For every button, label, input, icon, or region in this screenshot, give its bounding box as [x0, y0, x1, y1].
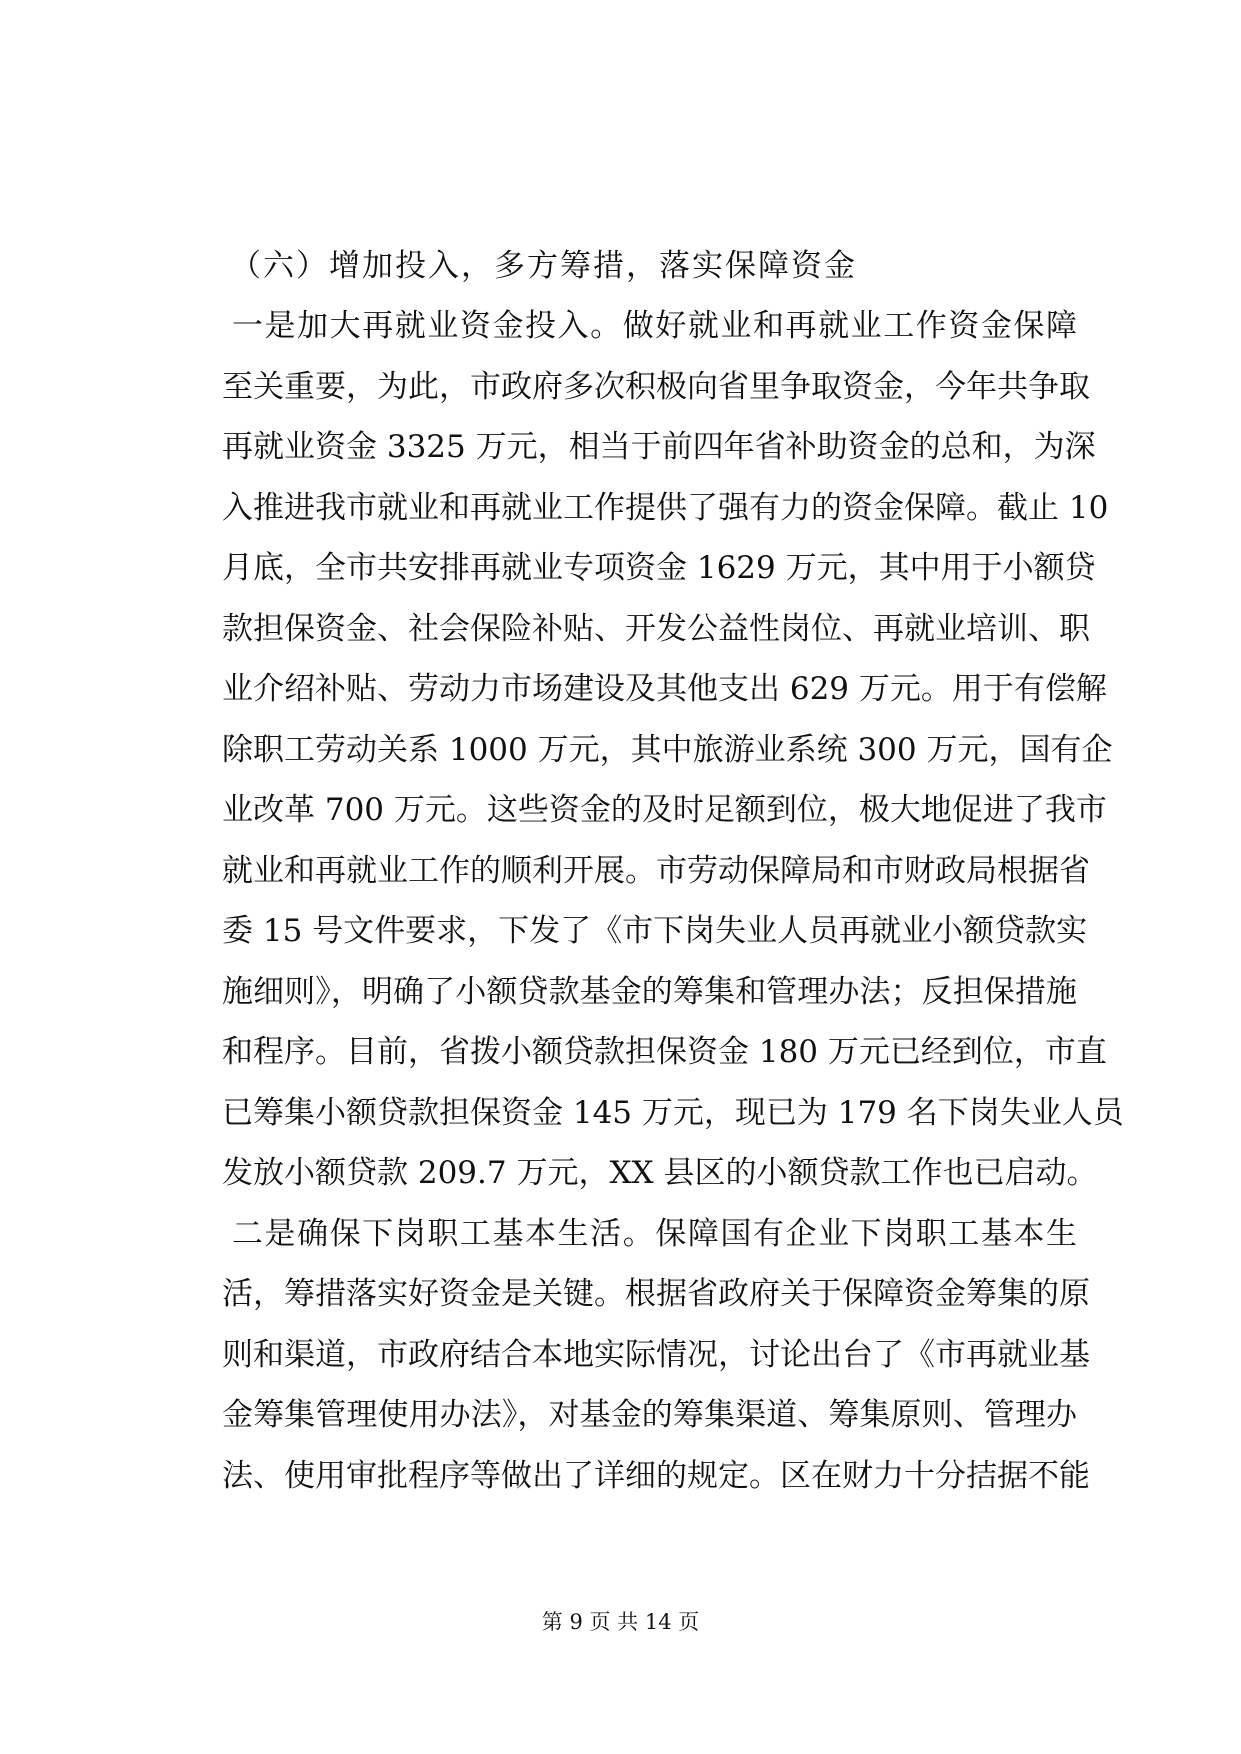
paragraph-2	[222, 1204, 1090, 1507]
page-footer: 第 9 页 共 14 页	[541, 1610, 700, 1634]
paragraph-line: 和程序。目前，省拨小额贷款担保资金 180 万元已经到位，市直	[222, 1034, 1107, 1070]
paragraph-line: 月底，全市共安排再就业专项资金 1629 万元，其中用于小额贷	[222, 550, 1096, 586]
document-body	[222, 236, 1124, 1506]
paragraph-line: 金筹集管理使用办法》，对基金的筹集渠道、筹集原则、管理办	[222, 1397, 1077, 1433]
paragraph-line: 发放小额贷款 209.7 万元，XX 县区的小额贷款工作也已启动。	[222, 1155, 1098, 1191]
paragraph-1	[222, 296, 1124, 1204]
paragraph-line: 则和渠道，市政府结合本地实际情况，讨论出台了《市再就业基	[222, 1336, 1090, 1373]
paragraph-line: 除职工劳动关系 1000 万元，其中旅游业系统 300 万元，国有企	[222, 731, 1113, 768]
paragraph-line: 委 15 号文件要求，下发了《市下岗失业人员再就业小额贷款实	[222, 913, 1088, 949]
paragraph-line: 活，筹措落实好资金是关键。根据省政府关于保障资金筹集的原	[222, 1276, 1090, 1312]
paragraph-line: 已筹集小额贷款担保资金 145 万元，现已为 179 名下岗失业人员	[222, 1094, 1124, 1131]
paragraph-line: 法、使用审批程序等做出了详细的规定。区在财力十分拮据不能	[222, 1457, 1090, 1494]
section-heading: （六）增加投入，多方筹措，落实保障资金	[230, 248, 857, 284]
paragraph-line: 至关重要，为此，市政府多次积极向省里争取资金，今年共争取	[222, 368, 1090, 405]
paragraph-line: 业介绍补贴、劳动力市场建设及其他支出 629 万元。用于有偿解	[222, 671, 1107, 707]
paragraph-line: 入推进我市就业和再就业工作提供了强有力的资金保障。截止 10	[222, 489, 1109, 526]
paragraph-line: 施细则》，明确了小额贷款基金的筹集和管理办法；反担保措施	[222, 973, 1077, 1010]
paragraph-line: 一是加大再就业资金投入。做好就业和再就业工作资金保障	[232, 308, 1077, 344]
paragraph-line: 二是确保下岗职工基本生活。保障国有企业下岗职工基本生	[232, 1215, 1077, 1252]
paragraph-line: 款担保资金、社会保险补贴、开发公益性岗位、再就业培训、职	[222, 610, 1090, 647]
paragraph-line: 再就业资金 3325 万元，相当于前四年省补助资金的总和，为深	[222, 429, 1096, 465]
paragraph-line: 就业和再就业工作的顺利开展。市劳动保障局和市财政局根据省	[222, 852, 1090, 889]
paragraph-line: 业改革 700 万元。这些资金的及时足额到位，极大地促进了我市	[222, 792, 1107, 828]
